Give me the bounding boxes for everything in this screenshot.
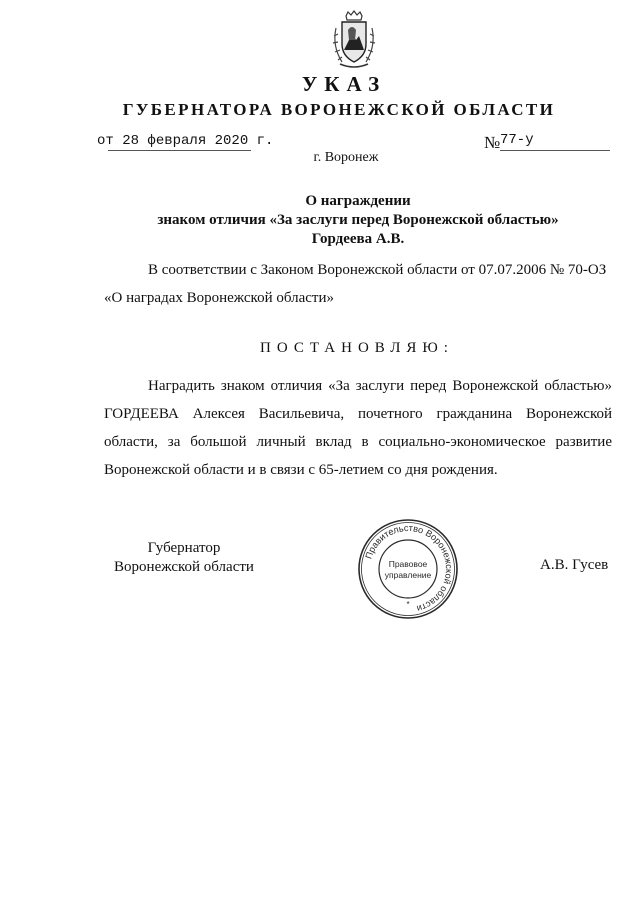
position-line-2: Воронежской области <box>114 559 254 575</box>
document-subtitle: ГУБЕРНАТОРА ВОРОНЕЖСКОЙ ОБЛАСТИ <box>122 100 556 119</box>
signatory-position <box>104 539 264 577</box>
stamp-star-icon: * <box>406 600 410 609</box>
preamble-paragraph <box>104 256 612 312</box>
official-stamp <box>356 517 460 621</box>
stamp-inner-line-2: управление <box>384 570 432 580</box>
date-prefix: от <box>97 133 114 149</box>
decree-subject <box>0 192 640 249</box>
subject-line-2: знаком отличия «За заслуги перед Воронежской областью» <box>157 212 559 228</box>
document-title: УКАЗ <box>301 72 387 96</box>
stamp-ring-text: Правительство Воронежской области <box>363 522 455 614</box>
decree-date <box>97 133 273 149</box>
subject-line-3: Гордеева А.В. <box>311 231 405 247</box>
body-paragraph <box>104 372 612 484</box>
city: г. Воронеж <box>313 150 379 165</box>
signatory-name: А.В. Гусев <box>540 557 609 573</box>
body-text: Наградить знаком отличия «За заслуги перед Воронежской областью» ГОРДЕЕВА Алексея Васильевича, почетного гражданина Воронежской области, за большой личный вклад в социально-экономическое развитие Воронежской области и в связи с 65-летием со дня рождения. <box>104 378 612 478</box>
decree-number: 77-у <box>500 132 534 148</box>
preamble-text: В соответствии с Законом Воронежской области от 07.07.2006 № 70-ОЗ «О наградах Воронежской области» <box>104 262 607 306</box>
coat-of-arms-icon <box>328 10 380 72</box>
decree-word: ПОСТАНОВЛЯЮ: <box>260 340 454 356</box>
subject-line-1: О награждении <box>305 193 411 209</box>
position-line-1: Губернатор <box>147 540 221 556</box>
number-sign: № <box>484 133 501 152</box>
date-value: 28 февраля 2020 г. <box>122 133 274 149</box>
stamp-inner-line-1: Правовое <box>388 559 428 569</box>
